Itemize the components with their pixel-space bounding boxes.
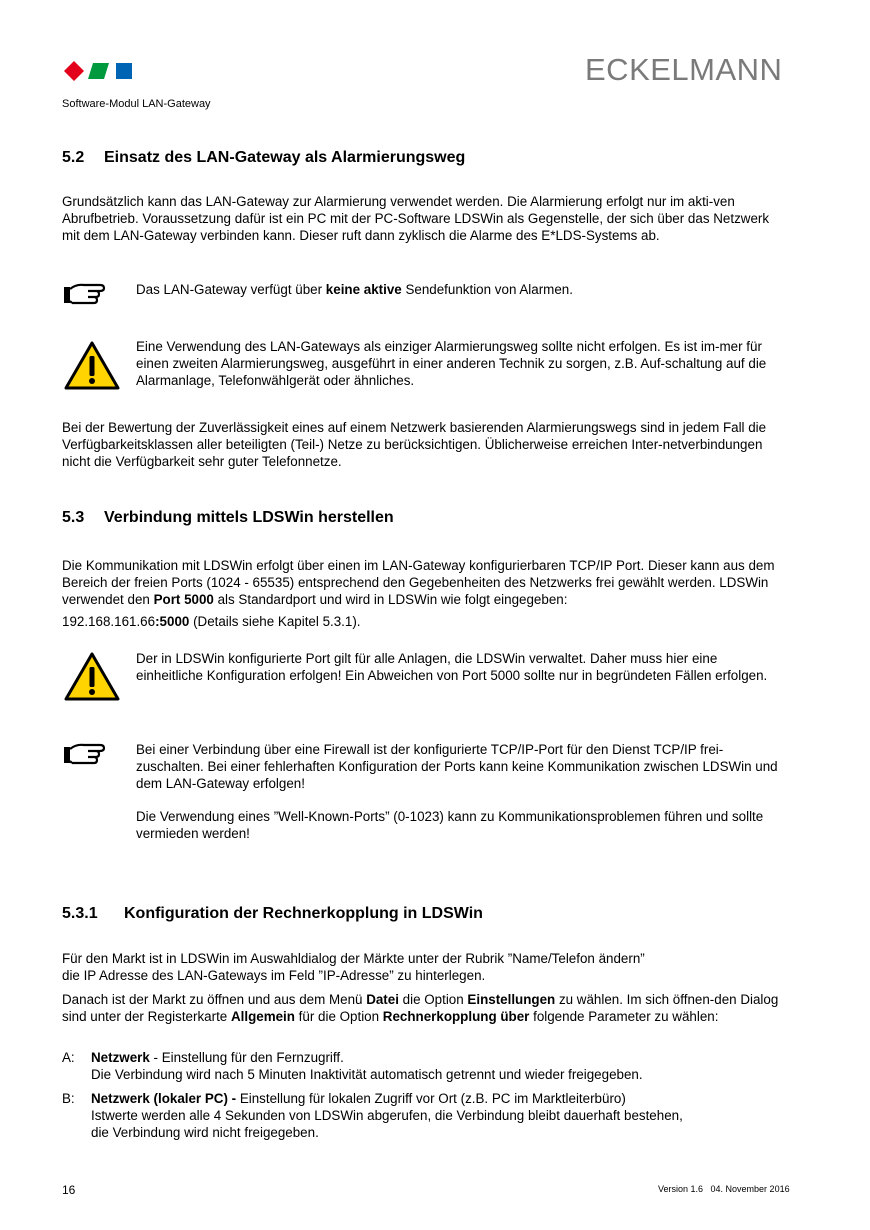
- section-heading-5-2: 5.2 Einsatz des LAN-Gateway als Alarmierungsweg: [62, 149, 466, 166]
- warning-port-config: Der in LDSWin konfigurierte Port gilt für alle Anlagen, die LDSWin verwaltet. Daher muss hier eine einheitliche Konfiguration erfolgen! Ein Abweichen von Port 5000 sollte nur in begründeten Fällen erfolgen.: [136, 651, 768, 683]
- list-item-b: Netzwerk (lokaler PC) - Einstellung für lokalen Zugriff vor Ort (z.B. PC im Marktleiterbüro) Istwerte werden alle 4 Sekunden von LDSWin abgerufen, die Verbindung bleibt dauerhaft bestehen, die Verbindung wird nicht freigegeben.: [91, 1091, 683, 1140]
- pointing-hand-icon: [62, 281, 106, 307]
- section-5-2-intro: Grundsätzlich kann das LAN-Gateway zur Alarmierung verwendet werden. Die Alarmierung erfolgt nur im akti-ven Abrufbetrieb. Voraussetzung dafür ist ein PC mit der PC-Software LDSWin als Gegenstelle, der sich über das Netzwerk mit dem LAN-Gateway verbinden kann. Dieser ruft dann zyklisch die Alarme des E*LDS-Systems ab.: [62, 194, 770, 243]
- module-name: Software-Modul LAN-Gateway: [62, 98, 211, 110]
- list-label-b: B:: [62, 1091, 75, 1106]
- eckelmann-logo: [62, 58, 138, 84]
- pointing-hand-icon: [62, 741, 106, 767]
- list-label-a: A:: [62, 1050, 75, 1065]
- note-well-known-ports: Die Verwendung eines ”Well-Known-Ports” (0-1023) kann zu Kommunikationsproblemen führen und sollte vermieden werden!: [136, 809, 764, 841]
- section-5-3-1-para1: Für den Markt ist in LDSWin im Auswahldialog der Märkte unter der Rubrik ”Name/Telefon ändern” die IP Adresse des LAN-Gateways im Feld ”IP-Adresse” zu hinterlegen.: [62, 951, 645, 983]
- section-5-3-1-para2: Danach ist der Markt zu öffnen und aus dem Menü Datei die Option Einstellungen zu wählen. Im sich öffnen-den Dialog sind unter der Registerkarte Allgemein für die Option Rechnerkopplung über folgende Parameter zu wählen:: [62, 992, 779, 1024]
- section-5-3-intro: Die Kommunikation mit LDSWin erfolgt über einen im LAN-Gateway konfigurierbaren TCP/IP Port. Dieser kann aus dem Bereich der freien Ports (1024 - 65535) entsprechend den Gegebenheiten des Netzwerks frei gewählt werden. LDSWin verwendet den Port 5000 als Standardport und wird in LDSWin wie folgt eingegeben:: [62, 558, 775, 607]
- list-item-a: Netzwerk - Einstellung für den Fernzugriff. Die Verbindung wird nach 5 Minuten Inaktivität automatisch getrennt und wieder freigegeben.: [91, 1050, 643, 1082]
- page-number: 16: [62, 1183, 76, 1197]
- section-heading-5-3: 5.3 Verbindung mittels LDSWin herstellen: [62, 509, 394, 526]
- version-info: Version 1.6 04. November 2016: [658, 1184, 790, 1194]
- warning-icon: [64, 652, 120, 702]
- warning-single-alarm-path: Eine Verwendung des LAN-Gateways als einziger Alarmierungsweg sollte nicht erfolgen. Es ist im-mer für einen zweiten Alarmierungsweg, ausgeführt in einer anderen Technik zu sorgen, z.B. Auf-schaltung auf die Alarmanlage, Telefonwählgerät oder ähnliches.: [136, 339, 767, 388]
- section-heading-5-3-1: 5.3.1 Konfiguration der Rechnerkopplung in LDSWin: [62, 905, 483, 922]
- note-firewall: Bei einer Verbindung über eine Firewall ist der konfigurierte TCP/IP-Port für den Dienst TCP/IP frei-zuschalten. Bei einer fehlerhaften Konfiguration der Ports kann keine Kommunikation zwischen LDSWin und dem LAN-Gateway erfolgen!: [136, 742, 778, 791]
- section-5-2-closing: Bei der Bewertung der Zuverlässigkeit eines auf einem Netzwerk basierenden Alarmierungswegs sind in jedem Fall die Verfügbarkeitsklassen aller beteiligten (Teil-) Netze zu berücksichtigen. Üblicherweise erreichen Inter-netverbindungen nicht die Verfügbarkeit sehr guter Telefonnetze.: [62, 420, 767, 469]
- ip-address-example: 192.168.161.66:5000 (Details siehe Kapitel 5.3.1).: [62, 614, 361, 629]
- warning-icon: [64, 341, 120, 391]
- note-no-active-send: Das LAN-Gateway verfügt über keine aktive Sendefunktion von Alarmen.: [136, 282, 573, 297]
- brand-name: ECKELMANN: [585, 52, 783, 87]
